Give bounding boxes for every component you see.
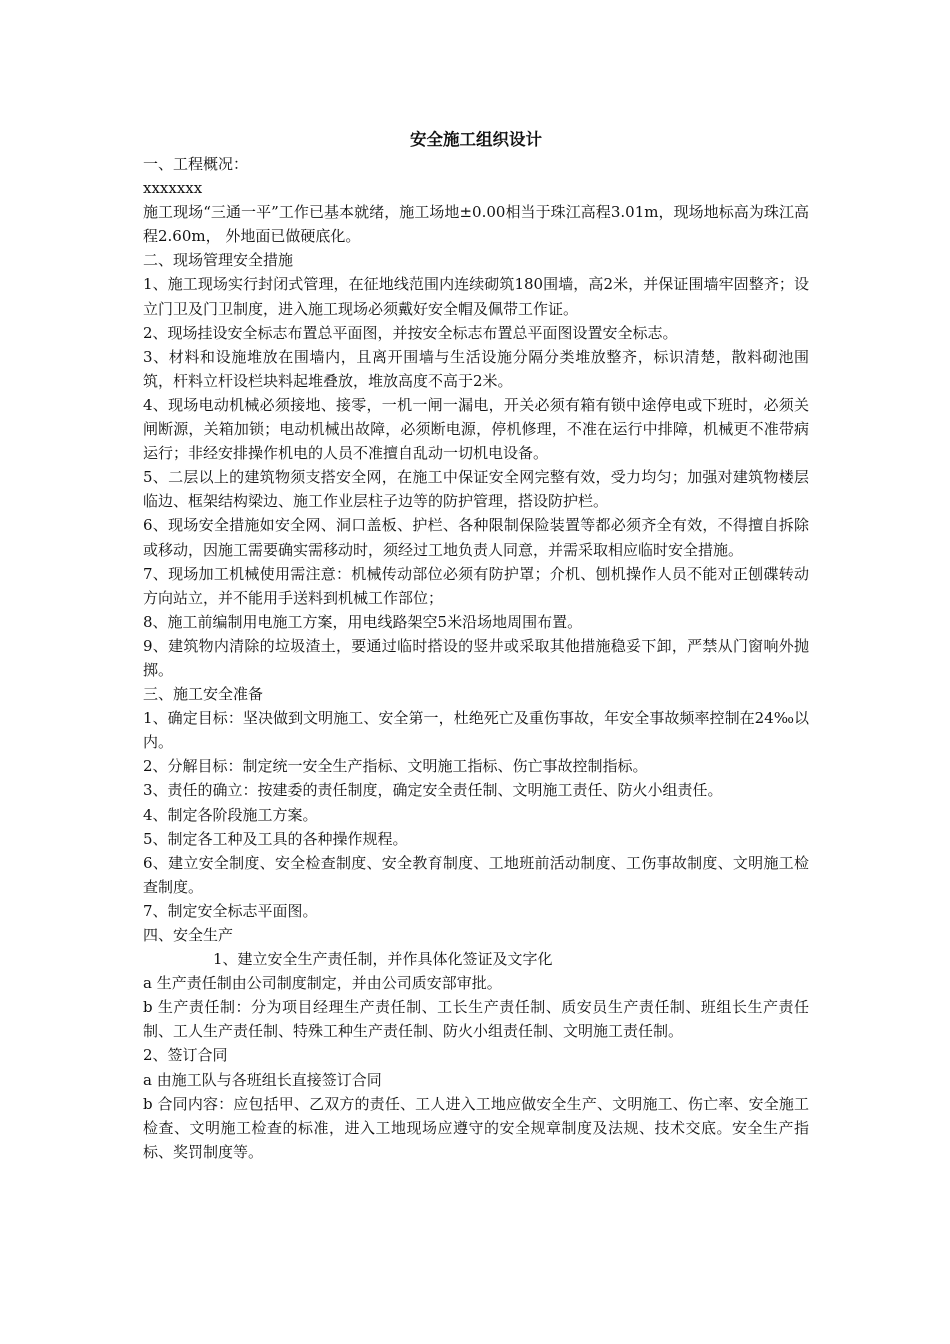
- paragraph: 2、分解目标：制定统一安全生产指标、文明施工指标、伤亡事故控制指标。: [143, 757, 648, 776]
- paragraph: 7、现场加工机械使用需注意：机械传动部位必须有防护罩；介机、刨机操作人员不能对正刨碟转动方向站立，并不能用手送料到机械工作部位；: [143, 564, 809, 607]
- paragraph: 1、确定目标：坚决做到文明施工、安全第一，杜绝死亡及重伤事故，年安全事故频率控制在24‰以内。: [143, 709, 809, 752]
- paragraph: 4、现场电动机械必须接地、接零，一机一闸一漏电，开关必须有箱有锁中途停电或下班时，必须关闸断源，关箱加锁；电动机械出故障，必须断电源，停机修理，不准在运行中排障，机械更不准带病运行；非经安排操作机电的人员不准擅自乱动一切机电设备。: [143, 395, 809, 463]
- section-heading: 一、工程概况：: [143, 155, 249, 173]
- section-heading: 三、施工安全准备: [143, 685, 264, 704]
- document-title: 安全施工组织设计: [410, 130, 542, 149]
- paragraph: 7、制定安全标志平面图。: [143, 901, 318, 920]
- paragraph: 1、建立安全生产责任制，并作具体化签证及文字化: [213, 950, 553, 969]
- paragraph: b 生产责任制：分为项目经理生产责任制、工长生产责任制、质安员生产责任制、班组长生产责任制、工人生产责任制、特殊工种生产责任制、防火小组责任制、文明施工责任制。: [143, 998, 809, 1041]
- document-page: [143, 128, 809, 1164]
- section-heading: 二、现场管理安全措施: [143, 251, 294, 270]
- paragraph: xxxxxxx: [143, 179, 203, 198]
- paragraph: a 由施工队与各班组长直接签订合同: [143, 1070, 382, 1089]
- paragraph: 5、制定各工种及工具的各种操作规程。: [143, 829, 408, 848]
- paragraph: 3、责任的确立：按建委的责任制度，确定安全责任制、文明施工责任、防火小组责任。: [143, 781, 723, 800]
- paragraph: 施工现场“三通一平”工作已基本就绪，施工场地±0.00相当于珠江高程3.01m，现场地标高为珠江高程2.60m， 外地面已做硬底化。: [143, 203, 809, 246]
- paragraph: 1、施工现场实行封闭式管理，在征地线范围内连续砌筑180围墙，高2米，并保证围墙牢固整齐；设立门卫及门卫制度，进入施工现场必须戴好安全帽及佩带工作证。: [143, 275, 809, 318]
- paragraph: a 生产责任制由公司制度制定，并由公司质安部审批。: [143, 974, 502, 993]
- paragraph: b 合同内容：应包括甲、乙双方的责任、工人进入工地应做安全生产、文明施工、伤亡率、安全施工检查、文明施工检查的标准，进入工地现场应遵守的安全规章制度及法规、技术交底。安全生产指标、奖罚制度等。: [143, 1094, 809, 1161]
- paragraph: 9、建筑物内清除的垃圾渣土，要通过临时搭设的竖井或采取其他措施稳妥下卸，严禁从门窗响外抛掷。: [143, 636, 809, 679]
- paragraph: 4、制定各阶段施工方案。: [143, 805, 318, 824]
- paragraph: 5、二层以上的建筑物须支搭安全网，在施工中保证安全网完整有效，受力均匀；加强对建筑物楼层临边、框架结构梁边、施工作业层柱子边等的防护管理，搭设防护栏。: [143, 468, 809, 511]
- paragraph: 8、施工前编制用电施工方案，用电线路架空5米沿场地周围布置。: [143, 612, 583, 631]
- paragraph: 3、材料和设施堆放在围墙内，且离开围墙与生活设施分隔分类堆放整齐，标识清楚，散料砌池围筑，杆料立杆设栏块料起堆叠放，堆放高度不高于2米。: [143, 347, 809, 390]
- paragraph: 6、建立安全制度、安全检查制度、安全教育制度、工地班前活动制度、工伤事故制度、文明施工检查制度。: [143, 853, 809, 896]
- document-body: [143, 152, 809, 1164]
- paragraph: 6、现场安全措施如安全网、洞口盖板、护栏、各种限制保险装置等都必须齐全有效，不得擅自拆除或移动，因施工需要确实需移动时，须经过工地负责人同意，并需采取相应临时安全措施。: [143, 516, 809, 559]
- paragraph: 2、现场挂设安全标志布置总平面图，并按安全标志布置总平面图设置安全标志。: [143, 323, 678, 342]
- paragraph: 2、签订合同: [143, 1046, 228, 1065]
- section-heading: 四、安全生产: [143, 926, 234, 944]
